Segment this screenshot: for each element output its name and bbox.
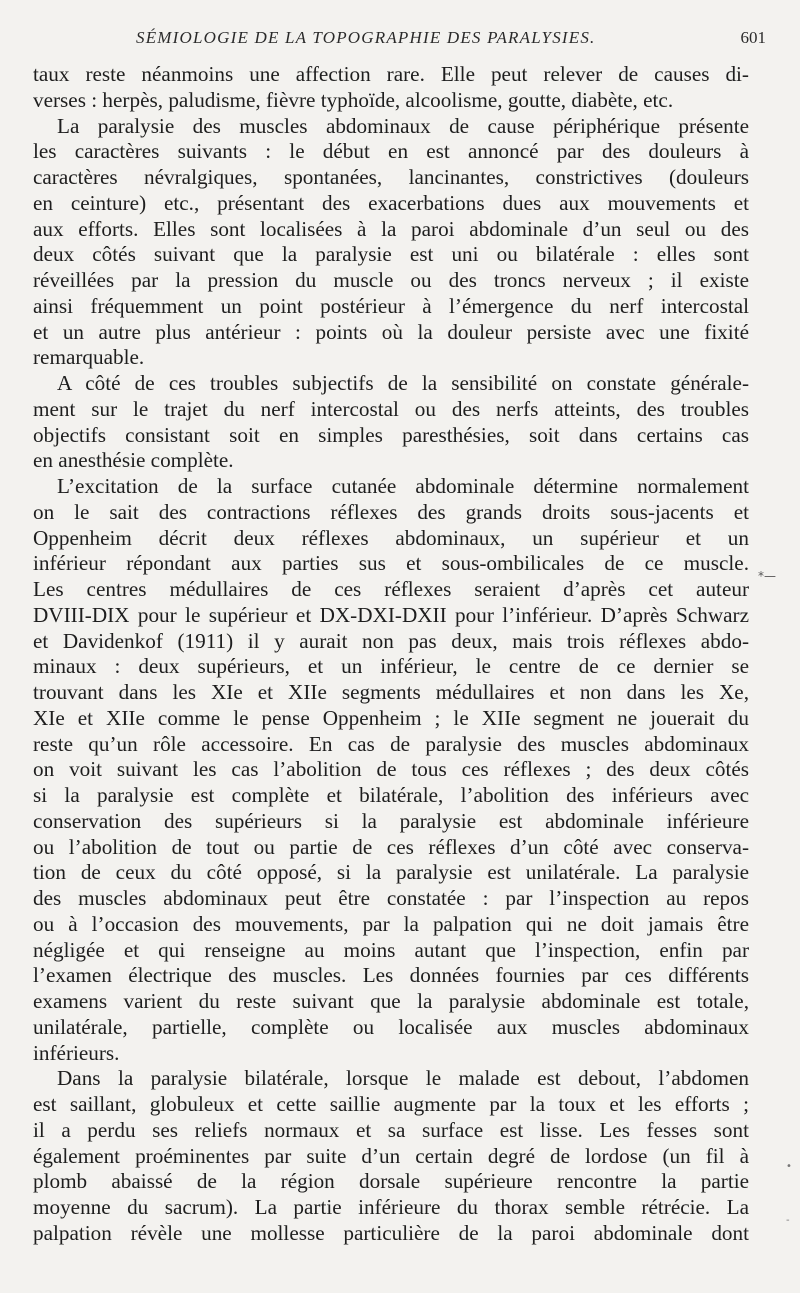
text-line: examens varient du reste suivant que la paralysie abdominale est totale, bbox=[33, 989, 749, 1013]
text-line: en ceinture) etc., présentant des exacerbations dues aux mouvements et bbox=[33, 190, 749, 215]
text-line: caractères névralgiques, spontanées, lancinantes, constrictives (douleurs bbox=[33, 165, 749, 189]
text-line: également proéminentes par suite d’un certain degré de lordose (un fil à bbox=[33, 1143, 749, 1168]
text-line: inférieur répondant aux parties sus et sous-ombilicales de ce muscle. bbox=[33, 551, 749, 576]
text-line: trouvant dans les XIe et XIIe segments médullaires et non dans les Xe, bbox=[33, 680, 749, 704]
text-line: on le sait des contractions réflexes des grands droits sous-jacents et bbox=[33, 499, 749, 524]
text-line: deux côtés suivant que la paralysie est uni ou bilatérale : elles sont bbox=[33, 242, 749, 267]
text-line: est saillant, globuleux et cette saillie augmente par la toux et les efforts ; bbox=[33, 1092, 749, 1116]
text-line: réveillées par la pression du muscle ou des troncs nerveux ; il existe bbox=[33, 268, 749, 292]
text-line: plomb abaissé de la région dorsale supérieure rencontre la partie bbox=[33, 1169, 749, 1194]
body-text bbox=[33, 62, 749, 1247]
text-line: objectifs consistant soit en simples paresthésies, soit dans certains cas bbox=[33, 422, 749, 447]
running-head bbox=[0, 28, 800, 54]
text-line: on voit suivant les cas l’abolition de tous ces réflexes ; des deux côtés bbox=[33, 757, 749, 782]
margin-dash: - bbox=[786, 1215, 790, 1226]
text-line: et un autre plus antérieur : points où la douleur persiste avec une fixité bbox=[33, 319, 749, 344]
text-line: Oppenheim décrit deux réflexes abdominaux, un supérieur et un bbox=[33, 525, 749, 550]
text-line: moyenne du sacrum). La partie inférieure du thorax semble rétrécie. La bbox=[33, 1195, 749, 1219]
text-line: tion de ceux du côté opposé, si la paralysie est unilatérale. La paralysie bbox=[33, 860, 749, 885]
text-line: Les centres médullaires de ces réflexes seraient d’après cet auteur bbox=[33, 577, 749, 601]
text-line: unilatérale, partielle, complète ou localisée aux muscles abdominaux bbox=[33, 1014, 749, 1039]
text-line: conservation des supérieurs si la paralysie est abdominale inférieure bbox=[33, 808, 749, 833]
text-line: A côté de ces troubles subjectifs de la sensibilité on constate générale- bbox=[57, 371, 749, 395]
text-line: palpation révèle une mollesse particulière de la paroi abdominale dont bbox=[33, 1220, 749, 1245]
text-line: ou l’abolition de tout ou partie de ces réflexes d’un côté avec conserva- bbox=[33, 834, 749, 859]
text-line: des muscles abdominaux peut être constatée : par l’inspection au repos bbox=[33, 886, 749, 910]
text-line: et Davidenkof (1911) il y aurait non pas deux, mais trois réflexes abdo- bbox=[33, 628, 749, 653]
running-title: SÉMIOLOGIE DE LA TOPOGRAPHIE DES PARALYSIES. bbox=[136, 28, 596, 47]
text-line: reste qu’un rôle accessoire. En cas de paralysie des muscles abdominaux bbox=[33, 731, 749, 756]
text-line: minaux : deux supérieurs, et un inférieur, le centre de ce dernier se bbox=[33, 654, 749, 679]
text-line: en anesthésie complète. bbox=[33, 448, 234, 473]
text-line: L’excitation de la surface cutanée abdominale détermine normalement bbox=[57, 474, 749, 498]
text-line: La paralysie des muscles abdominaux de cause périphérique présente bbox=[57, 113, 749, 138]
text-line: inférieurs. bbox=[33, 1040, 120, 1065]
text-line: l’examen électrique des muscles. Les données fournies par ces différents bbox=[33, 963, 749, 988]
text-line: DVIII-DIX pour le supérieur et DX-DXI-DXII pour l’inférieur. D’après Schwarz bbox=[33, 602, 749, 627]
text-line: ainsi fréquemment un point postérieur à l’émergence du nerf intercostal bbox=[33, 293, 749, 318]
margin-annotation-mark: *— bbox=[758, 569, 776, 583]
text-line: taux reste néanmoins une affection rare. Elle peut relever de causes di- bbox=[33, 62, 749, 86]
margin-dot: • bbox=[786, 1161, 792, 1172]
text-line: Dans la paralysie bilatérale, lorsque le malade est debout, l’abdomen bbox=[57, 1066, 749, 1091]
text-line: il a perdu ses reliefs normaux et sa surface est lisse. Les fesses sont bbox=[33, 1117, 749, 1142]
text-line: aux efforts. Elles sont localisées à la paroi abdominale d’un seul ou des bbox=[33, 216, 749, 241]
page-number: 601 bbox=[740, 28, 766, 47]
text-line: ment sur le trajet du nerf intercostal ou des nerfs atteints, des troubles bbox=[33, 396, 749, 421]
text-line: négligée et qui renseigne au moins autant que l’inspection, enfin par bbox=[33, 937, 749, 962]
text-line: remarquable. bbox=[33, 345, 145, 370]
text-line: si la paralysie est complète et bilatérale, l’abolition des inférieurs avec bbox=[33, 783, 749, 807]
text-line: XIe et XIIe comme le pense Oppenheim ; le XIIe segment ne jouerait du bbox=[33, 705, 749, 730]
text-line: verses : herpès, paludisme, fièvre typhoïde, alcoolisme, goutte, diabète, etc. bbox=[33, 87, 674, 112]
text-line: les caractères suivants : le début en est annoncé par des douleurs à bbox=[33, 139, 749, 164]
text-line: ou à l’occasion des mouvements, par la palpation qui ne doit jamais être bbox=[33, 911, 749, 936]
